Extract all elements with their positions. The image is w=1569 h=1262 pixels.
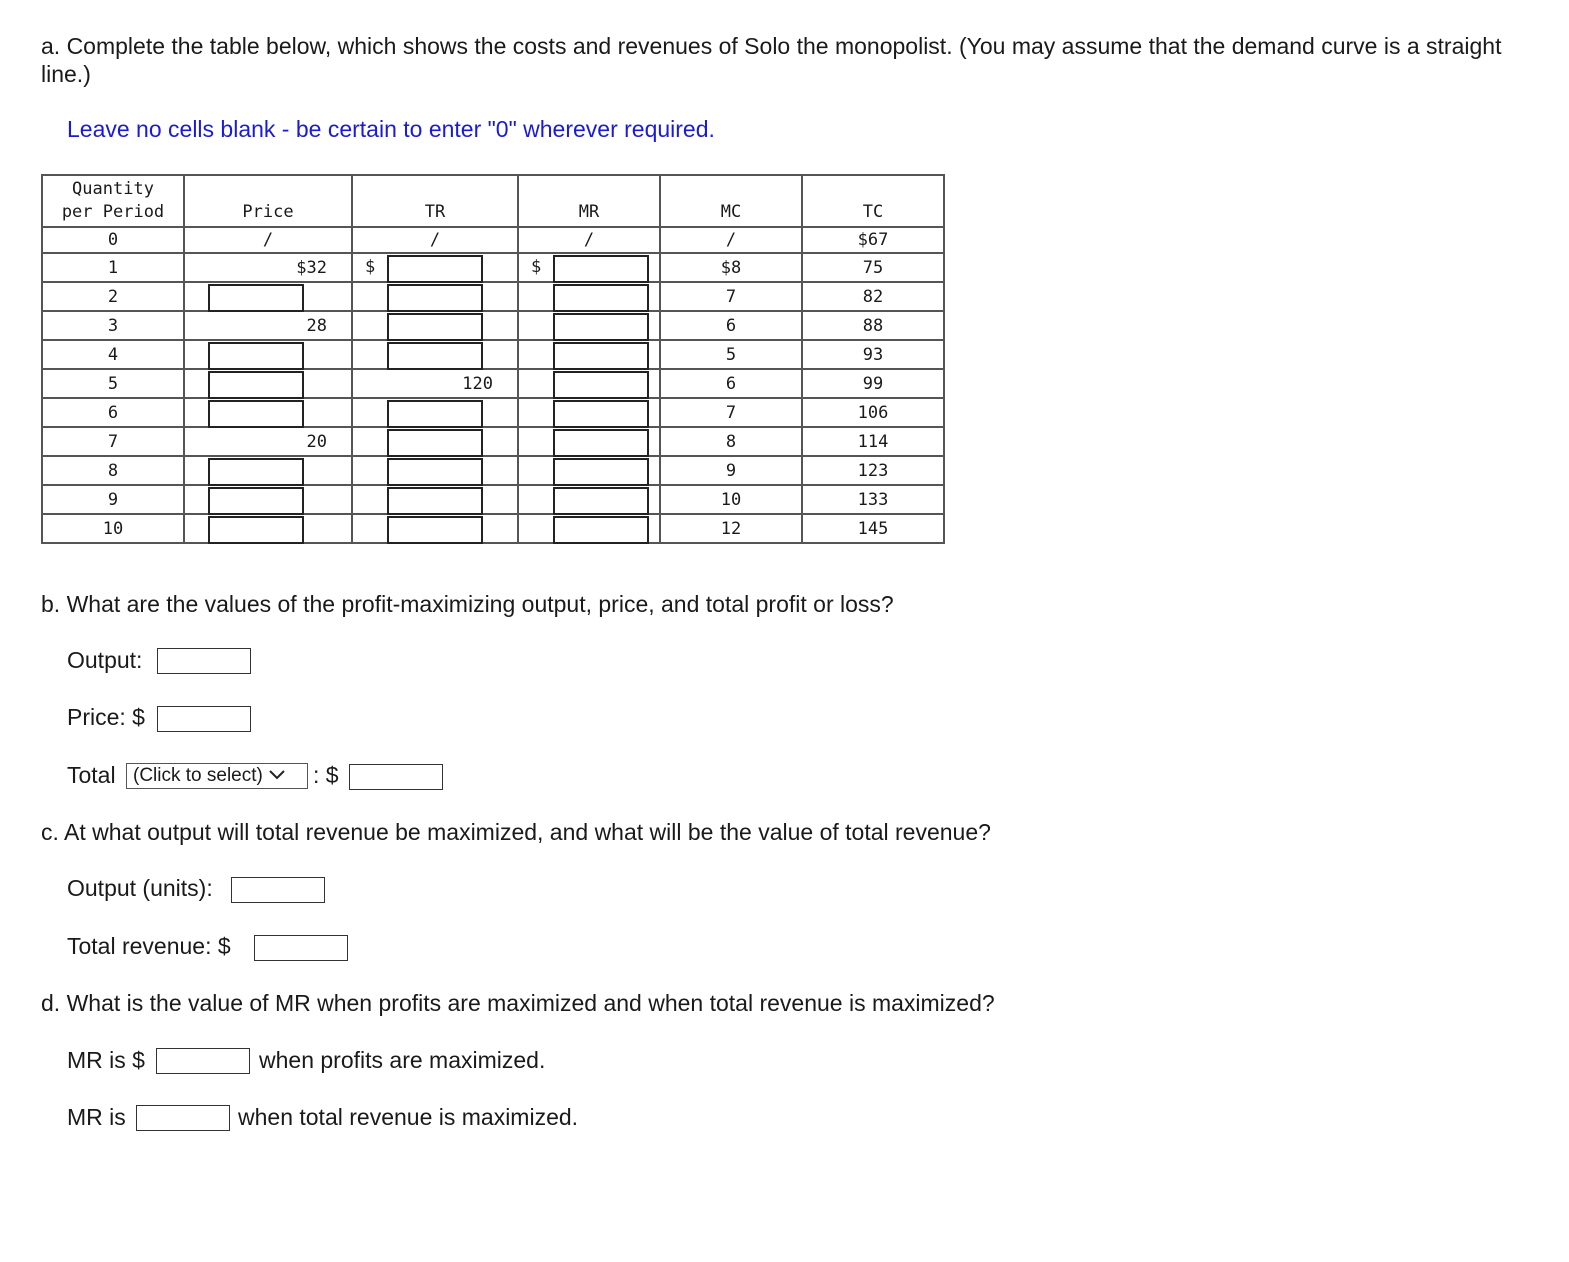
price-cell	[184, 485, 352, 514]
tr-input-8[interactable]	[387, 458, 483, 486]
table-row	[42, 398, 944, 427]
quantity-cell: 0	[42, 227, 184, 253]
price-input-field[interactable]	[210, 402, 302, 426]
mr-input-field[interactable]	[555, 402, 647, 426]
tc-cell: 133	[802, 485, 944, 514]
tr-cell: /	[352, 227, 518, 253]
mr-input-10[interactable]	[553, 516, 649, 544]
output-input[interactable]	[157, 648, 251, 674]
price-input-9[interactable]	[208, 487, 304, 515]
mc-cell: 12	[660, 514, 802, 543]
question-b-text: b. What are the values of the profit-maximizing output, price, and total profit or loss?	[41, 591, 894, 617]
tr-input-field[interactable]	[389, 315, 481, 339]
mr-input-2[interactable]	[553, 284, 649, 312]
header-tc: TC	[802, 175, 944, 227]
price-cell	[184, 369, 352, 398]
mr-profit-prefix: MR is $	[67, 1047, 145, 1073]
header-price: Price	[184, 175, 352, 227]
tc-cell: 75	[802, 253, 944, 282]
mr-input-3[interactable]	[553, 313, 649, 341]
tr-cell	[352, 311, 518, 340]
header-tr: TR	[352, 175, 518, 227]
price-cell	[184, 398, 352, 427]
price-input-field[interactable]	[210, 489, 302, 513]
price-cell	[184, 282, 352, 311]
output-units-input[interactable]	[231, 877, 325, 903]
mr-revenue-input[interactable]	[136, 1105, 230, 1131]
tr-cell	[352, 456, 518, 485]
tc-cell: 93	[802, 340, 944, 369]
quantity-cell: 5	[42, 369, 184, 398]
output-units-label: Output (units):	[67, 875, 213, 901]
tr-input-field[interactable]	[389, 460, 481, 484]
tr-cell	[352, 485, 518, 514]
table-row	[42, 456, 944, 485]
price-cell: 20	[184, 427, 352, 456]
price-input[interactable]	[157, 706, 251, 732]
table-row	[42, 427, 944, 456]
quantity-cell: 1	[42, 253, 184, 282]
mr-input-field[interactable]	[555, 431, 647, 455]
mr-cell	[518, 253, 660, 282]
price-cell: /	[184, 227, 352, 253]
quantity-cell: 2	[42, 282, 184, 311]
tr-input-field[interactable]	[389, 518, 481, 542]
header-quantity-line1: Quantity	[72, 179, 154, 199]
tr-input-7[interactable]	[387, 429, 483, 457]
mr-cell	[518, 369, 660, 398]
price-label: Price: $	[67, 704, 145, 730]
tr-input-field[interactable]	[389, 257, 481, 281]
mr-cell: /	[518, 227, 660, 253]
tc-cell: 82	[802, 282, 944, 311]
tr-input-4[interactable]	[387, 342, 483, 370]
price-input-2[interactable]	[208, 284, 304, 312]
tr-input-3[interactable]	[387, 313, 483, 341]
table-row	[42, 340, 944, 369]
tc-cell: 88	[802, 311, 944, 340]
question-a-text: a. Complete the table below, which shows the costs and revenues of Solo the monopolist. (You may assume that the demand curve is a straight line.)	[41, 33, 1502, 87]
mr-revenue-suffix: when total revenue is maximized.	[238, 1104, 579, 1130]
total-revenue-label: Total revenue: $	[67, 933, 231, 959]
tr-input-9[interactable]	[387, 487, 483, 515]
mr-cell	[518, 427, 660, 456]
tc-cell: $67	[802, 227, 944, 253]
mr-input-field[interactable]	[555, 489, 647, 513]
mr-input-field[interactable]	[555, 518, 647, 542]
tr-cell	[352, 282, 518, 311]
tr-cell: 120	[352, 369, 518, 398]
tr-input-field[interactable]	[389, 402, 481, 426]
mr-profit-suffix: when profits are maximized.	[259, 1047, 546, 1073]
table-row	[42, 227, 944, 253]
tr-input-1[interactable]	[387, 255, 483, 283]
price-input-field[interactable]	[210, 286, 302, 310]
mr-cell	[518, 514, 660, 543]
tr-input-2[interactable]	[387, 284, 483, 312]
header-mr: MR	[518, 175, 660, 227]
mr-input-field[interactable]	[555, 315, 647, 339]
quantity-cell: 10	[42, 514, 184, 543]
header-quantity	[42, 175, 184, 227]
quantity-cell: 3	[42, 311, 184, 340]
price-input-10[interactable]	[208, 516, 304, 544]
mr-input-6[interactable]	[553, 400, 649, 428]
mr-cell	[518, 456, 660, 485]
price-input-field[interactable]	[210, 344, 302, 368]
mc-cell: 5	[660, 340, 802, 369]
tr-input-10[interactable]	[387, 516, 483, 544]
profit-loss-select[interactable]	[126, 763, 308, 789]
table-row	[42, 485, 944, 514]
tc-cell: 106	[802, 398, 944, 427]
table-row	[42, 514, 944, 543]
header-quantity-line2: per Period	[61, 202, 165, 222]
price-input-field[interactable]	[210, 373, 302, 397]
mr-input-field[interactable]	[555, 373, 647, 397]
mr-cell	[518, 340, 660, 369]
mr-profit-input[interactable]	[156, 1048, 250, 1074]
price-input-6[interactable]	[208, 400, 304, 428]
mr-input-field[interactable]	[555, 344, 647, 368]
quantity-cell: 7	[42, 427, 184, 456]
total-suffix: : $	[313, 762, 339, 788]
mc-cell: 9	[660, 456, 802, 485]
tc-cell: 114	[802, 427, 944, 456]
price-cell	[184, 340, 352, 369]
mc-cell: 7	[660, 282, 802, 311]
profit-loss-select-value: (Click to select)	[133, 765, 263, 786]
mr-input-field[interactable]	[555, 257, 647, 281]
price-cell: $32	[184, 253, 352, 282]
table-row	[42, 282, 944, 311]
mr-input-7[interactable]	[553, 429, 649, 457]
price-input-field[interactable]	[210, 518, 302, 542]
price-input-field[interactable]	[210, 460, 302, 484]
price-cell: 28	[184, 311, 352, 340]
mr-cell	[518, 282, 660, 311]
cost-revenue-table	[41, 174, 945, 544]
question-c-text: c. At what output will total revenue be maximized, and what will be the value of total revenue?	[41, 819, 991, 845]
tr-cell	[352, 427, 518, 456]
quantity-cell: 9	[42, 485, 184, 514]
quantity-cell: 6	[42, 398, 184, 427]
mr-cell	[518, 398, 660, 427]
mc-cell: 6	[660, 369, 802, 398]
mr-revenue-prefix: MR is	[67, 1104, 126, 1130]
mc-cell: /	[660, 227, 802, 253]
tc-cell: 123	[802, 456, 944, 485]
price-cell	[184, 514, 352, 543]
output-label: Output:	[67, 647, 143, 673]
quantity-cell: 4	[42, 340, 184, 369]
price-input-4[interactable]	[208, 342, 304, 370]
total-revenue-input[interactable]	[254, 935, 348, 961]
tr-input-field[interactable]	[389, 344, 481, 368]
price-cell	[184, 456, 352, 485]
header-mc: MC	[660, 175, 802, 227]
mr-input-field[interactable]	[555, 460, 647, 484]
mr-cell	[518, 485, 660, 514]
mc-cell: 10	[660, 485, 802, 514]
total-amount-input[interactable]	[349, 764, 443, 790]
mc-cell: 6	[660, 311, 802, 340]
total-label: Total	[67, 762, 116, 788]
tr-input-6[interactable]	[387, 400, 483, 428]
mr-input-8[interactable]	[553, 458, 649, 486]
tr-cell	[352, 253, 518, 282]
tr-cell	[352, 514, 518, 543]
tr-cell	[352, 398, 518, 427]
mr-input-5[interactable]	[553, 371, 649, 399]
tr-input-field[interactable]	[389, 431, 481, 455]
dollar-sign: $	[365, 257, 376, 277]
price-input-8[interactable]	[208, 458, 304, 486]
mc-cell: 8	[660, 427, 802, 456]
instruction-note: Leave no cells blank - be certain to enter "0" wherever required.	[67, 116, 715, 142]
tr-cell	[352, 340, 518, 369]
mr-input-field[interactable]	[555, 286, 647, 310]
tr-input-field[interactable]	[389, 489, 481, 513]
mr-cell	[518, 311, 660, 340]
table-row	[42, 253, 944, 282]
quantity-cell: 8	[42, 456, 184, 485]
tc-cell: 145	[802, 514, 944, 543]
mc-cell: $8	[660, 253, 802, 282]
chevron-down-icon	[268, 765, 286, 787]
tr-input-field[interactable]	[389, 286, 481, 310]
price-input-5[interactable]	[208, 371, 304, 399]
mc-cell: 7	[660, 398, 802, 427]
mr-input-1[interactable]	[553, 255, 649, 283]
question-d-text: d. What is the value of MR when profits are maximized and when total revenue is maximized?	[41, 990, 995, 1016]
table-row	[42, 311, 944, 340]
table-header-row	[42, 175, 944, 227]
table-row	[42, 369, 944, 398]
mr-input-4[interactable]	[553, 342, 649, 370]
mr-input-9[interactable]	[553, 487, 649, 515]
tc-cell: 99	[802, 369, 944, 398]
dollar-sign: $	[531, 257, 542, 277]
